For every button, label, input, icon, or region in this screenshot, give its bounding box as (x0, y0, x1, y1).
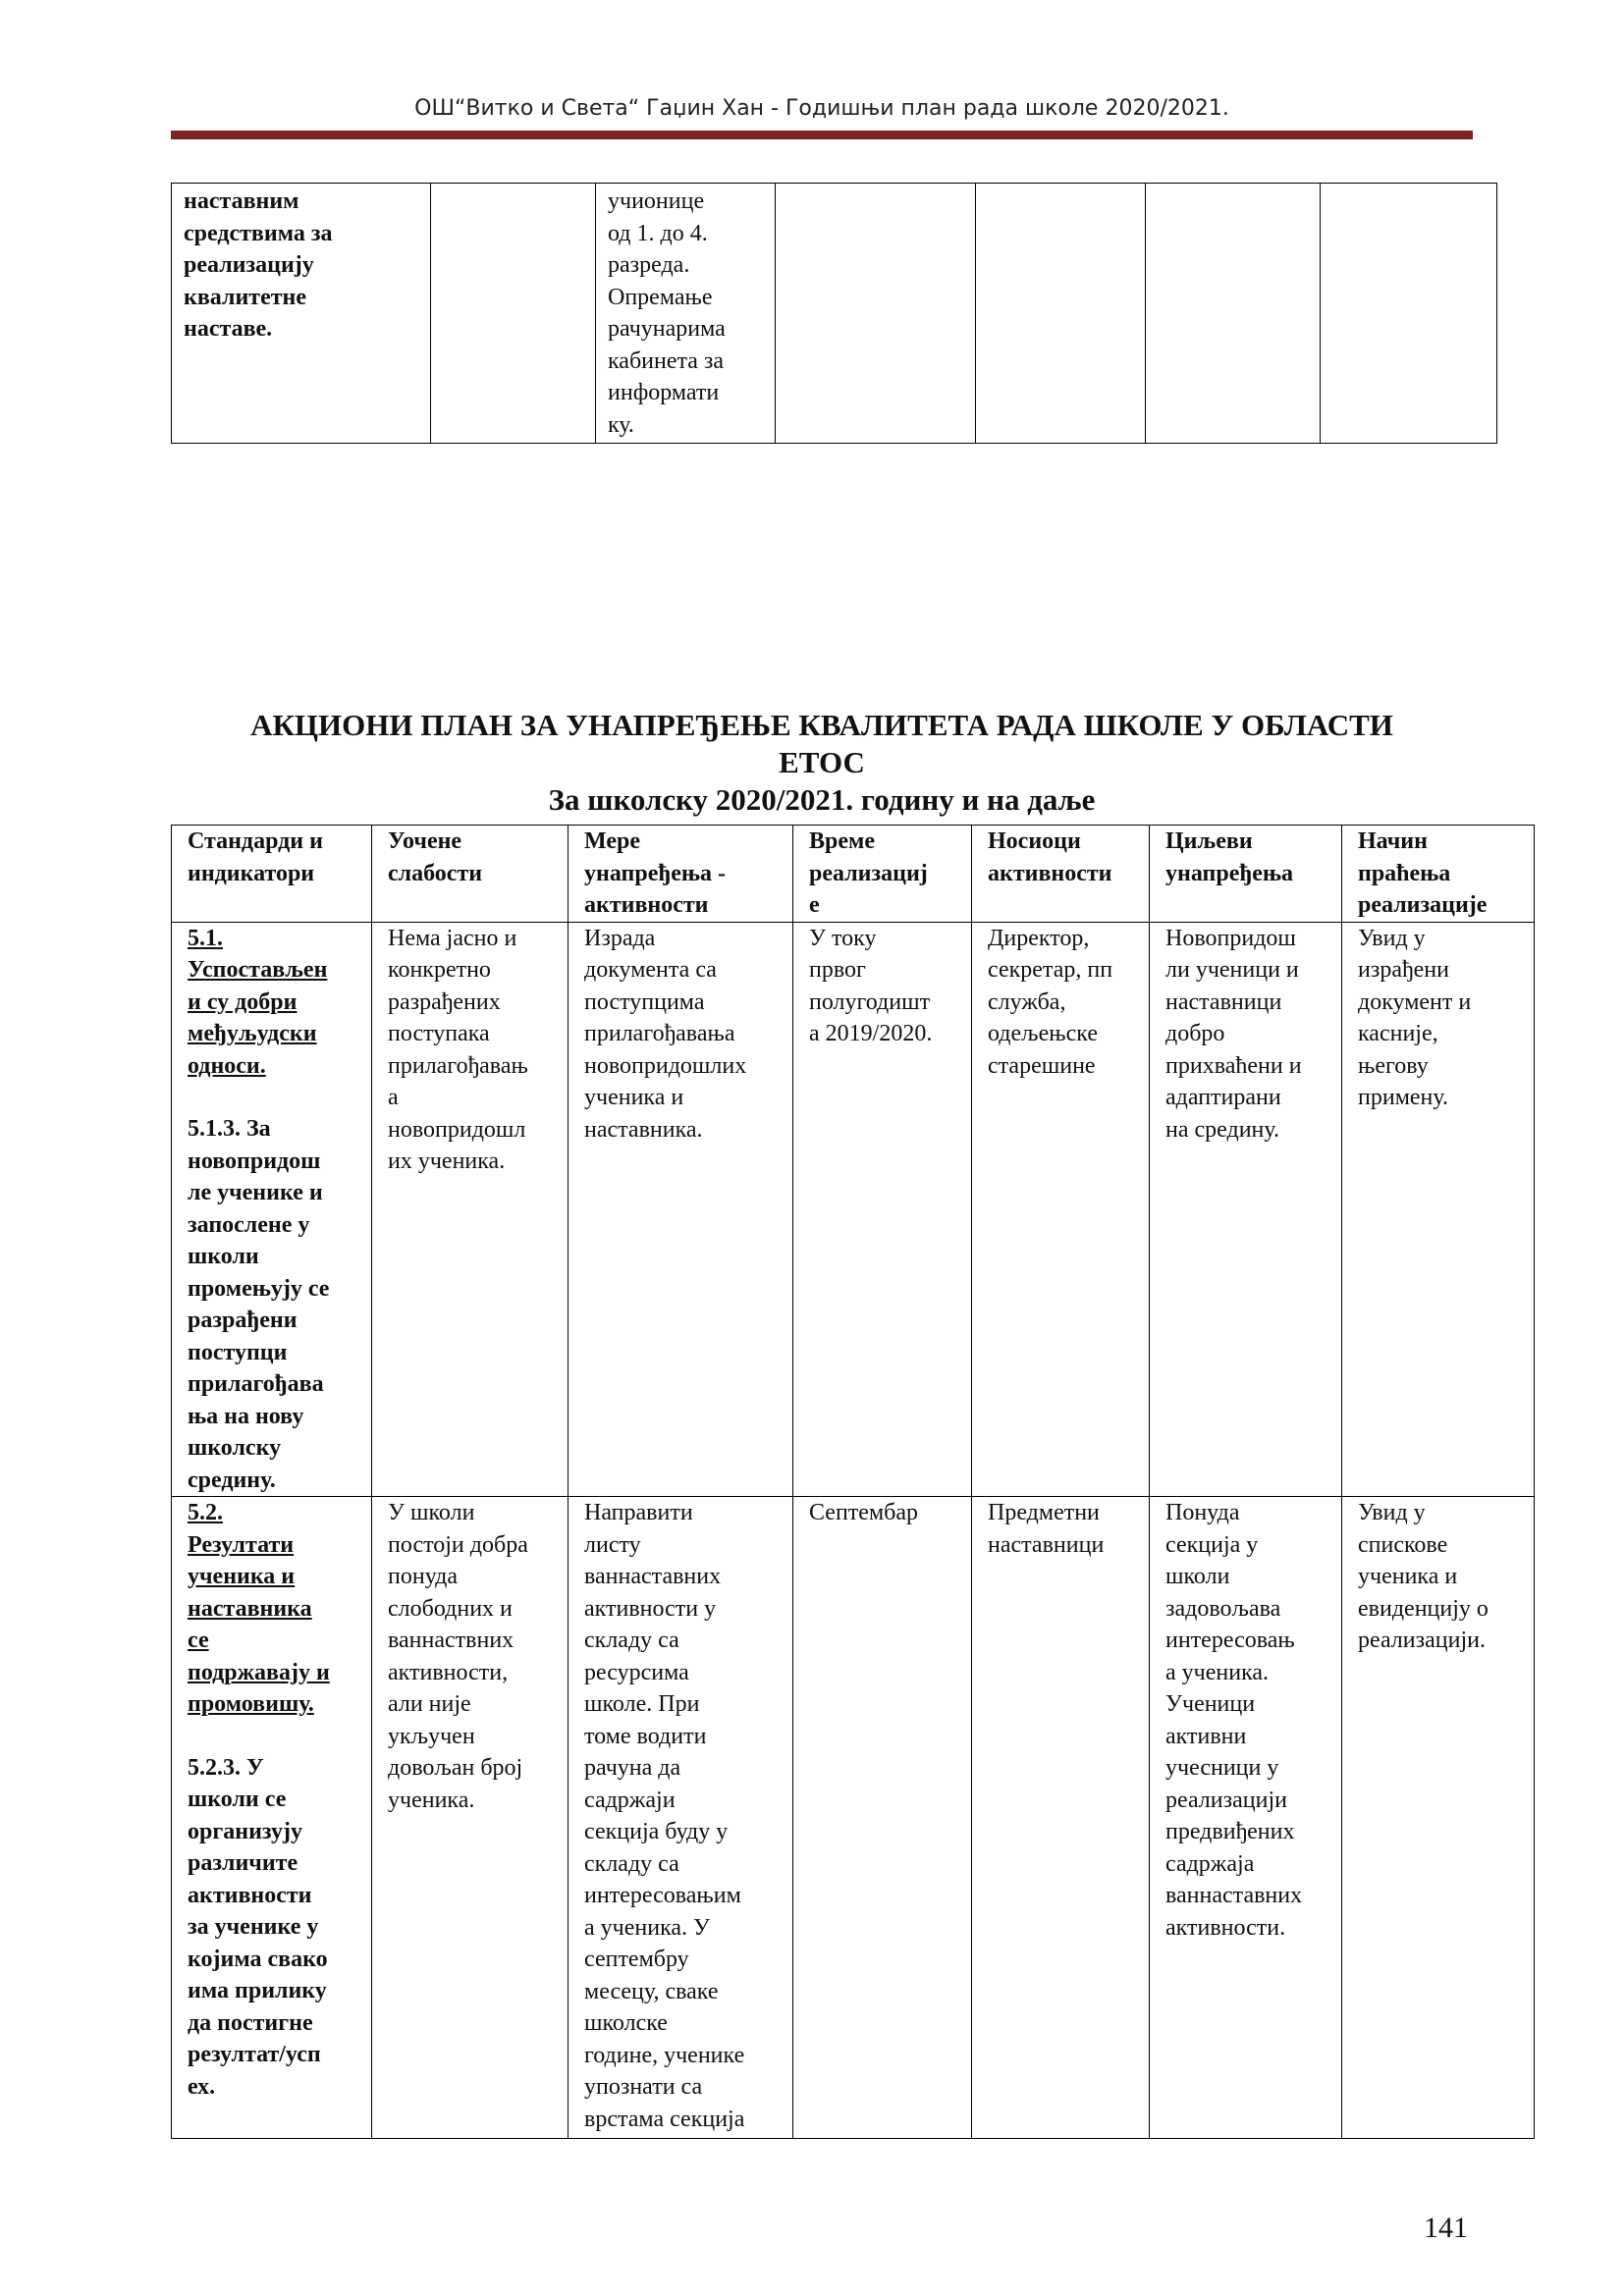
cell-line: реализације (1358, 892, 1488, 918)
cell-line: задовољава (1165, 1595, 1281, 1622)
cell-line: новопридошлих (584, 1052, 747, 1079)
cell-line: Понуда (1165, 1500, 1240, 1525)
table-cell (1150, 922, 1342, 1497)
cell-line: ученика и (1358, 1564, 1458, 1589)
cell-line: Стандарди и (188, 828, 323, 854)
cell-line: садржаја (1165, 1850, 1255, 1877)
standard-title (188, 1497, 361, 1721)
table-cell (1150, 1497, 1342, 2139)
cell-line: ваннаставних (584, 1564, 722, 1589)
table-cell (568, 922, 793, 1497)
cell-line: рачуна да (584, 1755, 681, 1781)
cell-line: примену. (1358, 1085, 1448, 1110)
cell-line: наставника (188, 1595, 312, 1622)
cell-line: реализацију (184, 252, 314, 278)
indicator-text (188, 1752, 361, 2104)
cell-line: прихваћени и (1165, 1052, 1302, 1079)
cell-line: упознати са (584, 2074, 703, 2100)
cell-line: има прилику (188, 1978, 327, 2003)
cell-line: секретар, пп (988, 957, 1113, 983)
cell-line: документа са (584, 957, 717, 983)
cell-line: Директор, (988, 925, 1090, 951)
cell-line: старешине (988, 1052, 1096, 1079)
cell-line: наставници (988, 1531, 1105, 1558)
cell-line: складу са (584, 1850, 679, 1877)
cell-line: их ученика. (388, 1148, 506, 1174)
cell-line: служба, (988, 988, 1066, 1015)
cell-line: активности (584, 892, 709, 918)
cell-line: унапређења - (584, 860, 726, 886)
cell-line: наставници (1165, 988, 1282, 1015)
cell-line: поступци (188, 1339, 288, 1365)
cell-line: укључен (388, 1723, 475, 1749)
cell-line: различите (188, 1850, 298, 1876)
cell-line: Начин (1358, 828, 1428, 854)
cell-line: Израда (584, 925, 656, 951)
cell-line: слабости (388, 860, 483, 886)
cell-line: добро (1165, 1021, 1225, 1046)
cell-line: месецу, сваке (584, 1978, 719, 2004)
cell-line: спискове (1358, 1531, 1448, 1558)
cell-line: школи (188, 1244, 259, 1269)
cell-line: реализацији. (1358, 1628, 1486, 1653)
cell-line: наставним (184, 188, 299, 214)
cell-line: новопридош (188, 1148, 321, 1174)
cell-line: Септембар (809, 1500, 918, 1525)
cell-line: активности у (584, 1595, 717, 1622)
cell-line: Направити (584, 1500, 693, 1525)
cell-line: а ученика. (1165, 1659, 1270, 1685)
cell-line: Носиоци (988, 828, 1081, 854)
cell-line: касније, (1358, 1021, 1438, 1046)
cell-line: а (388, 1085, 399, 1110)
table-cell (976, 184, 1146, 444)
cell-line: постоји добра (388, 1531, 528, 1558)
cell-line: Увид у (1358, 1500, 1426, 1525)
table-cell (776, 184, 976, 444)
cell-line: резултат/усп (188, 2042, 321, 2067)
cell-line: којима свако (188, 1946, 328, 1972)
cell-line: конкретно (388, 957, 491, 983)
cell-line: ресурсима (584, 1659, 689, 1685)
cell-line: прилагођавања (584, 1021, 735, 1046)
cell-line: прилагођава (188, 1371, 324, 1397)
cell-line: Опремање (608, 284, 713, 310)
cell-line: 5.1. (188, 925, 223, 951)
cell-line: У школи (388, 1500, 475, 1525)
cell-line: наставника. (584, 1116, 703, 1143)
cell-line: интересовањ (1165, 1628, 1295, 1653)
cell-line: Успостављен (188, 957, 328, 983)
table-row (172, 922, 1535, 1497)
cell-line: ваннаствних (388, 1628, 514, 1653)
cell-line: његову (1358, 1052, 1429, 1079)
cell-line: адаптирани (1165, 1085, 1281, 1110)
cell-line: ваннаставних (1165, 1883, 1303, 1908)
cell-line: од 1. до 4. (608, 220, 708, 246)
cell-line: Мере (584, 828, 640, 854)
table-cell (596, 184, 776, 444)
cell-line: Увид у (1358, 925, 1426, 951)
cell-line: школи (1165, 1564, 1230, 1589)
cell-line: Новопридош (1165, 925, 1296, 951)
cell-line: индикатори (188, 860, 315, 886)
table-cell (431, 184, 596, 444)
cell-line: понуда (388, 1564, 459, 1589)
cell-line: слободних и (388, 1595, 513, 1622)
cell-line: е (809, 892, 820, 918)
cell-line: учионице (608, 188, 705, 214)
table-cell (1321, 184, 1497, 444)
cell-line: школе. При (584, 1691, 700, 1717)
column-header (1342, 826, 1535, 923)
cell-line: средствима за (184, 220, 333, 246)
cell-line: Уочене (388, 828, 462, 854)
cell-line: Ученици (1165, 1691, 1256, 1717)
cell-line: унапређења (1165, 860, 1294, 886)
column-header (568, 826, 793, 923)
cell-line: листу (584, 1531, 641, 1558)
cell-line: интересовањим (584, 1883, 741, 1908)
cell-line: ученика. (388, 1787, 475, 1813)
cell-line: документ и (1358, 988, 1472, 1015)
cell-line: реализацији (1165, 1787, 1287, 1813)
standard-cell (172, 1497, 372, 2139)
cell-line: запослене у (188, 1211, 310, 1238)
cell-line: и су добри (188, 988, 298, 1015)
cell-line: а ученика. У (584, 1914, 711, 1941)
cell-line: ња на нову (188, 1403, 304, 1429)
cell-line: предвиђених (1165, 1819, 1295, 1844)
cell-line: ученика и (188, 1564, 296, 1589)
cell-line: ех. (188, 2073, 216, 2100)
cell-line: Циљеви (1165, 828, 1253, 854)
cell-line: наставе. (184, 316, 273, 342)
cell-line: садржаји (584, 1787, 676, 1813)
table-cell (793, 1497, 972, 2139)
cell-line: ли ученици и (1165, 957, 1299, 983)
cell-line: поступака (388, 1021, 490, 1046)
cell-line: првог (809, 957, 866, 983)
cell-line: промењују се (188, 1275, 330, 1302)
standard-cell (172, 922, 372, 1497)
cell-line: новопридошл (388, 1116, 526, 1143)
cell-line: активности, (388, 1659, 509, 1685)
standard-title (188, 923, 361, 1083)
cell-line: израђени (1358, 957, 1449, 983)
cell-line: прилагођавањ (388, 1052, 528, 1079)
cell-line: довољан број (388, 1755, 523, 1781)
cell-line: активни (1165, 1723, 1247, 1749)
cell-line: врстама секција (584, 2106, 745, 2132)
cell-line: Време (809, 828, 876, 854)
table-row (172, 1497, 1535, 2139)
cell-line: разрађених (388, 988, 501, 1015)
cell-line: секција буду у (584, 1819, 729, 1844)
cell-line: подржавају и (188, 1659, 330, 1685)
table-cell (1342, 922, 1535, 1497)
cell-line: активности (188, 1882, 312, 1908)
cell-line: активности (988, 860, 1112, 886)
page-header: ОШ“Витко и Света“ Гаџин Хан - Годишњи план рада школе 2020/2021. (414, 96, 1229, 121)
cell-line: међуљудски (188, 1021, 317, 1046)
cell-line: праћења (1358, 860, 1451, 886)
cell-line: организују (188, 1818, 303, 1844)
cell-line: школску (188, 1435, 282, 1461)
table-cell (372, 922, 568, 1497)
plan-title: АКЦИОНИ ПЛАН ЗА УНАПРЕЂЕЊЕ КВАЛИТЕТА РАДА ШКОЛЕ У ОБЛАСТИ (250, 708, 1393, 742)
table-cell (172, 184, 431, 444)
cell-line: школске (584, 2010, 668, 2036)
cell-line: да постигне (188, 2009, 313, 2036)
table-cell (372, 1497, 568, 2139)
cell-line: а 2019/2020. (809, 1021, 933, 1046)
cell-line: реализациј (809, 860, 928, 886)
cell-line: ле ученике и (188, 1180, 323, 1205)
cell-line: евиденцију о (1358, 1595, 1489, 1622)
cell-line: Нема јасно и (388, 925, 517, 951)
cell-line: активности. (1165, 1914, 1286, 1941)
cell-line: учесници у (1165, 1755, 1279, 1781)
table-cell (1342, 1497, 1535, 2139)
cell-line: 5.1.3. За (188, 1116, 271, 1142)
cell-line: квалитетне (184, 284, 307, 310)
cell-line: информати (608, 380, 720, 405)
cell-line: школи се (188, 1787, 287, 1812)
cell-line: односи. (188, 1052, 266, 1079)
plan-title-area: ЕТОС (779, 745, 865, 779)
cell-line: промовишу. (188, 1691, 314, 1717)
cell-line: септембру (584, 1947, 689, 1972)
cell-line: али није (388, 1691, 471, 1717)
table-cell (568, 1497, 793, 2139)
cell-line: поступцима (584, 988, 705, 1015)
cell-line: средину. (188, 1467, 276, 1493)
cell-line: за ученике у (188, 1914, 319, 1940)
column-header (172, 826, 372, 923)
column-header (793, 826, 972, 923)
cell-line: Резултати (188, 1531, 295, 1558)
cell-line: секција у (1165, 1531, 1259, 1558)
header-row (172, 826, 1535, 923)
cell-line: 5.2. (188, 1500, 223, 1525)
cell-line: ученика и (584, 1085, 684, 1110)
column-header (1150, 826, 1342, 923)
top-table (171, 183, 1497, 444)
cell-line: разреда. (608, 252, 690, 278)
cell-line: године, ученике (584, 2042, 745, 2068)
table-cell (972, 1497, 1150, 2139)
page-number: 141 (1424, 2212, 1468, 2244)
cell-line: рачунарима (608, 316, 726, 342)
table-row (172, 184, 1497, 444)
cell-line: се (188, 1628, 209, 1653)
table-cell (972, 922, 1150, 1497)
cell-line: У току (809, 925, 877, 951)
column-header (972, 826, 1150, 923)
cell-line: Предметни (988, 1500, 1100, 1525)
cell-line: кабинета за (608, 347, 725, 374)
cell-line: томе водити (584, 1723, 707, 1749)
header-rule (171, 131, 1473, 139)
action-plan-table (171, 825, 1535, 2139)
cell-line: 5.2.3. У (188, 1754, 264, 1781)
indicator-text (188, 1113, 361, 1496)
cell-line: складу са (584, 1628, 679, 1653)
column-header (372, 826, 568, 923)
plan-subtitle: За школску 2020/2021. годину и на даље (548, 782, 1096, 817)
table-cell (1146, 184, 1321, 444)
cell-line: одељењске (988, 1021, 1098, 1046)
table-cell (793, 922, 972, 1497)
cell-line: ку. (608, 411, 634, 438)
cell-line: разрађени (188, 1308, 298, 1333)
cell-line: на средину. (1165, 1116, 1279, 1143)
cell-line: полугодишт (809, 988, 931, 1015)
